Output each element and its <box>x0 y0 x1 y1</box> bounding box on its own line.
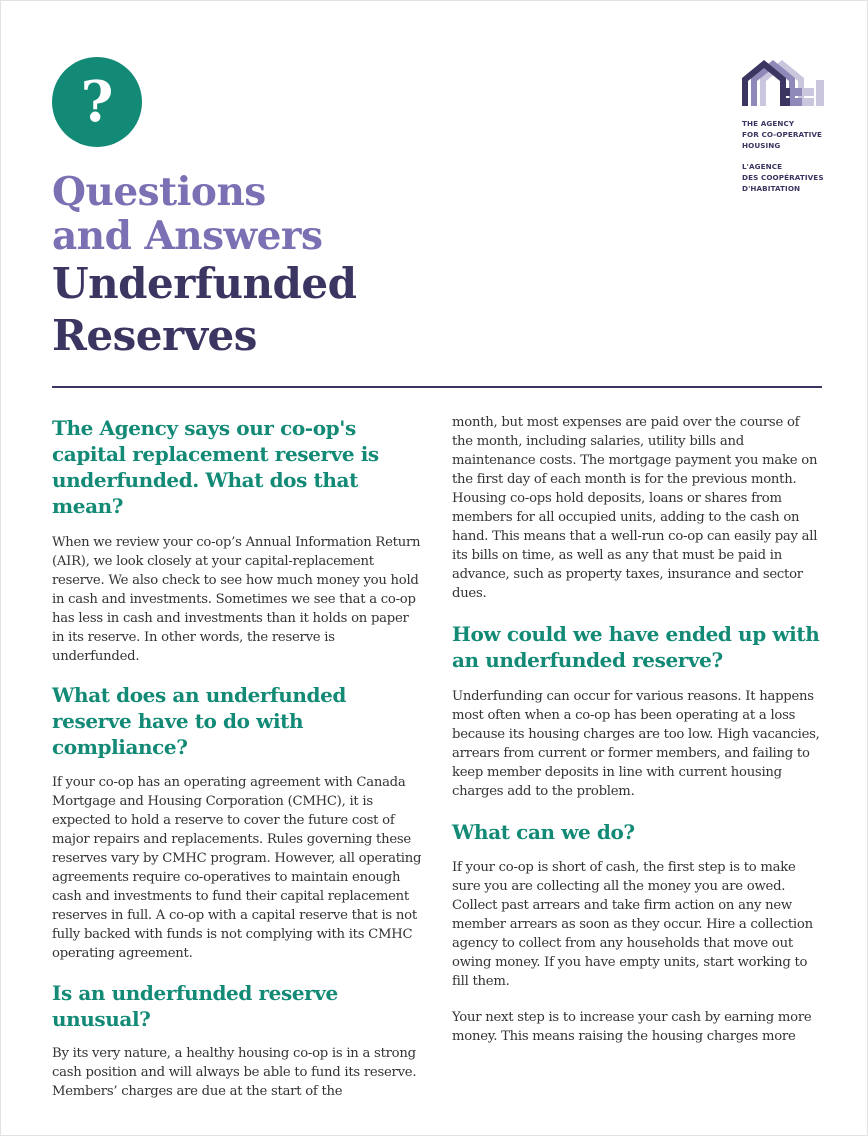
header-divider <box>52 386 822 388</box>
logo-text-en <box>742 118 832 151</box>
logo-line: HOUSING <box>742 141 781 150</box>
house-logo-icon <box>742 58 824 108</box>
section-heading: What can we do? <box>452 820 635 844</box>
logo-line: DES COOPÉRATIVES <box>742 173 824 182</box>
logo-line: D'HABITATION <box>742 184 801 193</box>
title-line-1: Questions <box>52 169 266 215</box>
section-paragraph: Underfunding can occur for various reasons. It happens most often when a co-op has been operating at a loss because its housing charges are too low. High vacancies, arrears from current or former members, and failing to keep member deposits in line with current housing charges add to the problem. <box>452 689 820 799</box>
logo-line: FOR CO-OPERATIVE <box>742 130 823 139</box>
section-paragraph: By its very nature, a healthy housing co-op is in a strong cash position and will always be able to fund its reserve. Members’ charges are due at the start of the <box>52 1046 417 1099</box>
title-line-3: Underfunded <box>52 259 357 308</box>
logo-text <box>742 118 832 194</box>
section-heading: What does an underfunded reserve have to do with compliance? <box>52 683 347 759</box>
title-line-2: and Answers <box>52 213 323 259</box>
agency-logo <box>742 58 832 194</box>
section-paragraph: If your co-op has an operating agreement with Canada Mortgage and Housing Corporation (CMHC), it is expected to hold a reserve to cover the future cost of major repairs and replacements. Rules governing these reserves vary by CMHC program. However, all operating agreements require co-operatives to maintain enough cash and investments to fund their capital replacement reserves in full. A co-op with a capital reserve that is not fully backed with funds is not complying with its CMHC operating agreement. <box>52 775 422 961</box>
question-mark-icon: ? <box>52 57 142 147</box>
section-heading: The Agency says our co-op's capital replacement reserve is underfunded. What dos that mean? <box>52 416 379 518</box>
section-paragraph: When we review your co-op’s Annual Information Return (AIR), we look closely at your capital-replacement reserve. We also check to see how much money you hold in cash and investments. Sometimes we see that a co-op has less in cash and investments than it holds on paper in its reserve. In other words, the reserve is underfunded. <box>52 535 421 664</box>
left-column <box>52 415 424 1101</box>
section-paragraph: Your next step is to increase your cash by earning more money. This means raising the housing charges more <box>452 1010 812 1044</box>
title-line-4: Reserves <box>52 311 257 360</box>
logo-line: THE AGENCY <box>742 119 795 128</box>
section-paragraph: month, but most expenses are paid over the course of the month, including salaries, utility bills and maintenance costs. The mortgage payment you make on the first day of each month is for the previous month. Housing co-ops hold deposits, loans or shares from members for all occupied units, adding to the cash on hand. This means that a well-run co-op can easily pay all its bills on time, as well as any that must be paid in advance, such as property taxes, insurance and sector dues. <box>452 415 818 601</box>
section-heading: How could we have ended up with an underfunded reserve? <box>452 622 820 672</box>
section-heading: Is an underfunded reserve unusual? <box>52 981 338 1031</box>
section-paragraph: If your co-op is short of cash, the first step is to make sure you are collecting all the money you are owed. Collect past arrears and take firm action on any new member arrears as soon as they occur. Hire a collection agency to collect from any households that move out owing money. If you have empty units, start working to fill them. <box>452 860 813 989</box>
right-column <box>452 413 824 1046</box>
page-title <box>52 170 356 362</box>
logo-line: L'AGENCE <box>742 162 783 171</box>
logo-text-fr <box>742 161 832 194</box>
